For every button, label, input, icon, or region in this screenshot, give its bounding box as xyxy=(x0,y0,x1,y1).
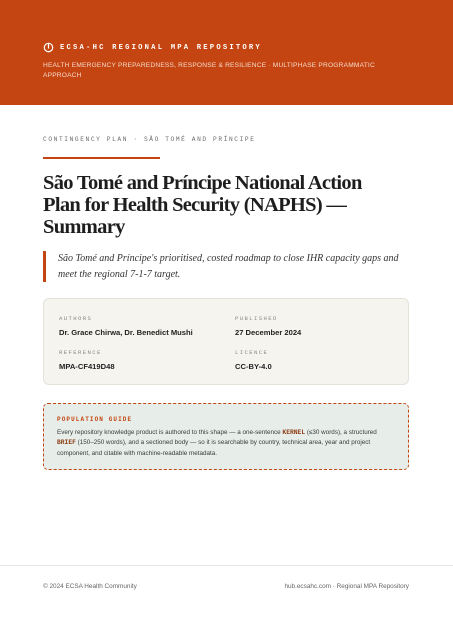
authors-value: Dr. Grace Chirwa, Dr. Benedict Mushi xyxy=(59,328,193,337)
brand-row[interactable] xyxy=(43,42,262,53)
published-value: 27 December 2024 xyxy=(235,328,302,337)
guide-text-part: Every repository knowledge product is authored to this shape — a one-sentence xyxy=(57,429,283,436)
population-guide xyxy=(43,403,409,470)
footer-divider xyxy=(0,565,453,566)
page-title: São Tomé and Príncipe National Action Plan for Health Security (NAPHS) — Summary xyxy=(43,172,362,238)
document-summary: São Tomé and Príncipe's prioritised, costed roadmap to close IHR capacity gaps and meet the regional 7-1-7 target. xyxy=(43,251,416,282)
footer-copyright: © 2024 ECSA Health Community xyxy=(43,583,137,590)
metadata-card xyxy=(43,298,409,385)
kernel-keyword: KERNEL xyxy=(282,429,306,436)
power-icon xyxy=(43,42,54,53)
licence-field xyxy=(235,349,272,371)
header-banner xyxy=(0,0,453,105)
brand-name: ECSA-HC REGIONAL MPA REPOSITORY xyxy=(60,43,262,52)
reference-value: MPA-CF419D48 xyxy=(59,362,115,371)
document-eyebrow: CONTINGENCY PLAN · SÃO TOMÉ AND PRÍNCIPE xyxy=(43,136,256,143)
reference-field xyxy=(59,349,115,371)
licence-label: LICENCE xyxy=(235,349,269,356)
authors-field xyxy=(59,315,193,337)
footer-site-link[interactable]: hub.ecsahc.com · Regional MPA Repository xyxy=(284,583,409,590)
guide-text-part: (≤30 words), a structured xyxy=(305,429,377,436)
published-field xyxy=(235,315,301,337)
guide-label: POPULATION GUIDE xyxy=(57,416,133,423)
guide-text-part: (150–250 words), and a sectioned body — so it is searchable by country, technical area, year and project component, and citable with machine-readable metadata. xyxy=(57,439,371,457)
authors-label: AUTHORS xyxy=(59,315,93,322)
brief-keyword: BRIEF xyxy=(57,439,76,447)
published-label: PUBLISHED xyxy=(235,315,278,322)
header-subtitle: HEALTH EMERGENCY PREPAREDNESS, RESPONSE & RESILIENCE · MULTIPHASE PROGRAMMATIC APPROACH xyxy=(43,62,375,79)
reference-label: REFERENCE xyxy=(59,349,102,356)
title-rule xyxy=(43,157,160,159)
licence-value: CC-BY-4.0 xyxy=(235,362,272,371)
guide-text xyxy=(57,428,397,459)
